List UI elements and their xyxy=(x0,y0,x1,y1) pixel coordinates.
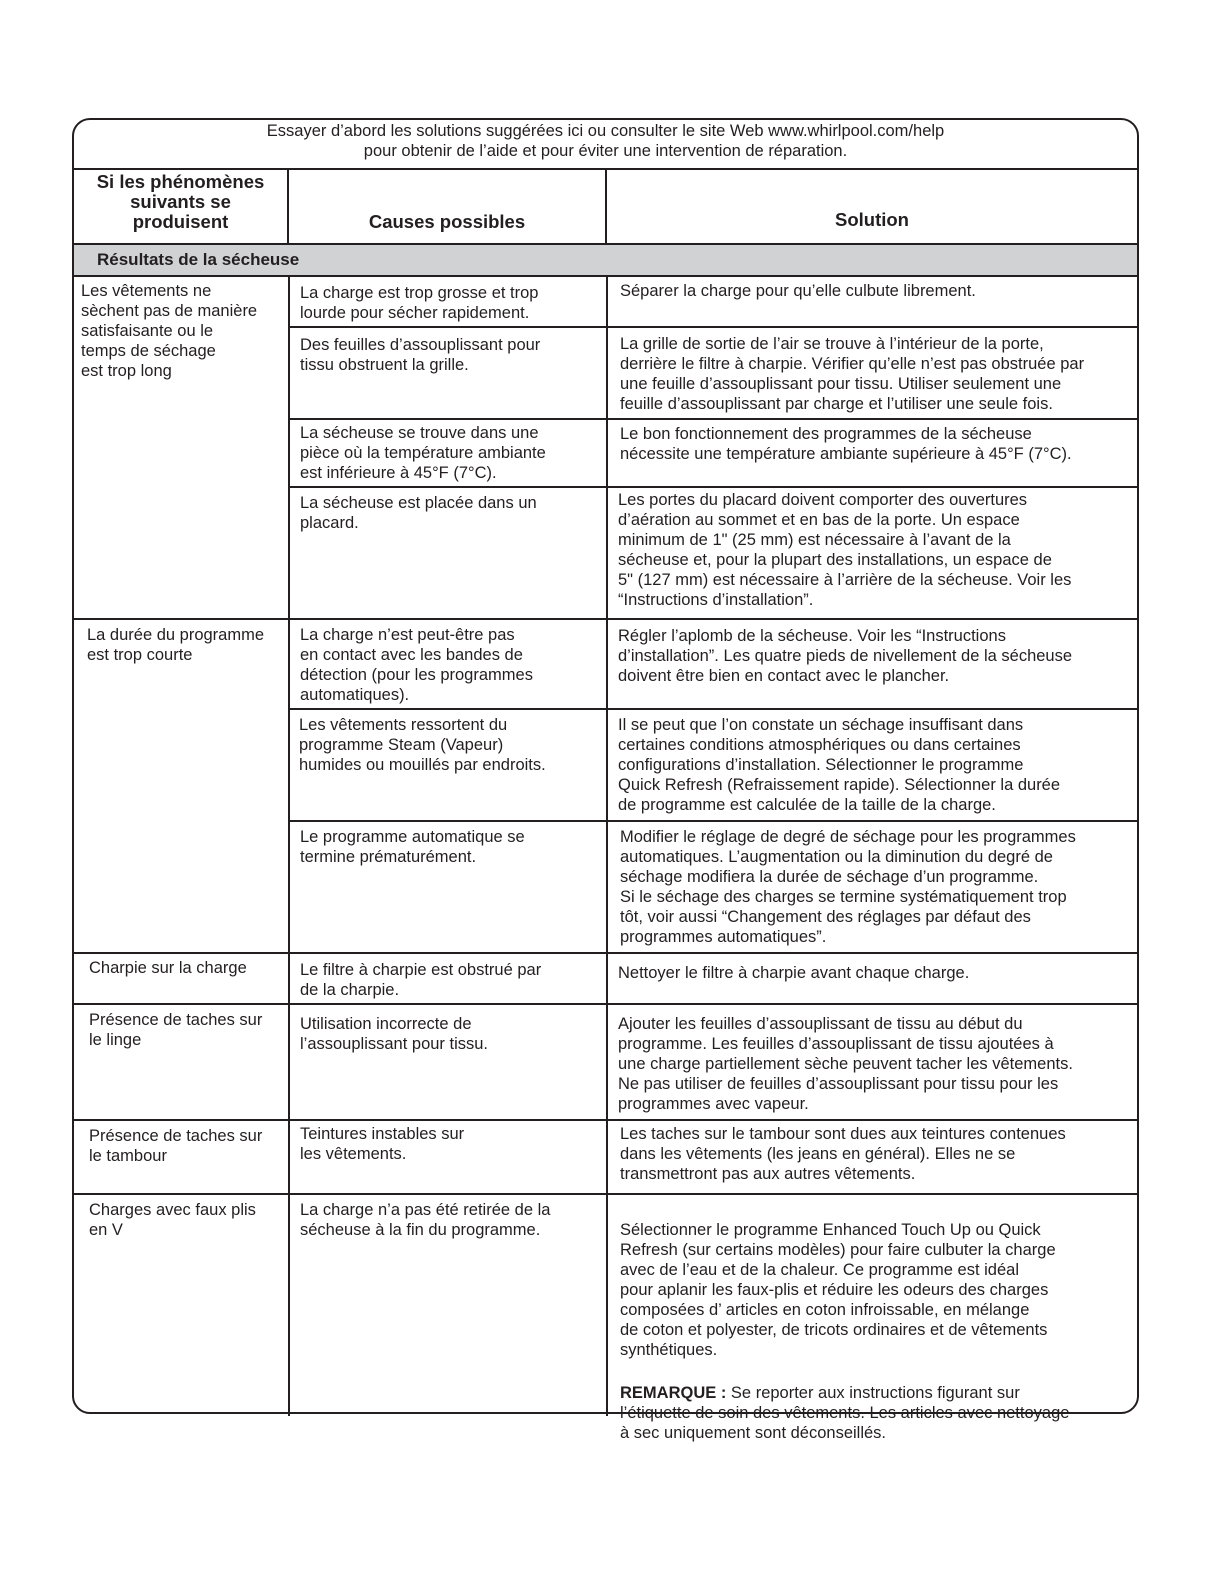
problem-cell: Présence de taches sur le tambour xyxy=(89,1127,263,1165)
solution-cell: Nettoyer le filtre à charpie avant chaque charge. xyxy=(618,964,970,982)
row-divider xyxy=(74,952,1137,954)
problem-cell: Présence de taches sur le linge xyxy=(89,1011,263,1049)
intro-line-2: pour obtenir de l’aide et pour éviter une intervention de réparation. xyxy=(363,142,848,160)
troubleshooting-table xyxy=(72,118,1139,1442)
row-divider xyxy=(288,418,1137,420)
header-problems: Si les phénomènes suivants se produisent xyxy=(74,170,289,243)
row-divider xyxy=(288,820,1137,822)
problem-cell: Charges avec faux plis en V xyxy=(89,1201,256,1239)
solution-text: Sélectionner le programme Enhanced Touch Up ou Quick Refresh (sur certains modèles) pour faire culbuter la charge avec de l’eau et de la chaleur. Ce programme est idéal pour aplanir les faux-plis et réduire les odeurs des charges composées d’ articles en coton infroissable, en mélange de coton et polyester, de tricots ordinaires et de vêtements synthétiques. xyxy=(620,1221,1056,1359)
cause-cell: Le programme automatique se termine prématurément. xyxy=(300,828,525,866)
solution-cell: Il se peut que l’on constate un séchage insuffisant dans certaines conditions atmosphériques ou dans certaines configurations d’installation. Sélectionner le programme Quick Refresh (Refraissement rapide). Sélectionner la durée de programme est calculée de la taille de la charge. xyxy=(618,716,1061,814)
cause-cell: Teintures instables sur les vêtements. xyxy=(300,1125,465,1163)
row-divider xyxy=(74,1119,1137,1121)
row-divider xyxy=(74,1003,1137,1005)
row-divider xyxy=(74,1193,1137,1195)
cause-cell: La sécheuse se trouve dans une pièce où la température ambiante est inférieure à 45°F (7°C). xyxy=(300,424,546,482)
problem-cell: Les vêtements ne sèchent pas de manière satisfaisante ou le temps de séchage est trop long xyxy=(81,282,258,380)
solution-cell: Les portes du placard doivent comporter des ouvertures d’aération au sommet et en bas de la porte. Un espace minimum de 1" (25 mm) est nécessaire à l’avant de la sécheuse et, pour la plupart des installations, un espace de 5" (127 mm) est nécessaire à l’arrière de la sécheuse. Voir les “Instructions d’installation”. xyxy=(618,491,1072,609)
solution-cell: Ajouter les feuilles d’assouplissant de tissu au début du programme. Les feuilles d’assouplissant de tissu ajoutées à une charge partiellement sèche peuvent tacher les vêtements. Ne pas utiliser de feuilles d’assouplissant pour tissu pour les programmes avec vapeur. xyxy=(618,1015,1073,1113)
note-text: Se reporter aux instructions figurant sur l’étiquette de soin des vêtements. Les articles avec nettoyage à sec uniquement sont déconseillés. xyxy=(620,1384,1070,1442)
note xyxy=(620,1383,1135,1443)
solution-cell: Les taches sur le tambour sont dues aux teintures contenues dans les vêtements (les jeans en général). Elles ne se transmettront pas aux autres vêtements. xyxy=(620,1125,1066,1183)
solution-cell: Modifier le réglage de degré de séchage pour les programmes automatiques. L’augmentation ou la diminution du degré de séchage modifiera la durée de séchage d’un programme. Si le séchage des charges se termine systématiquement trop tôt, voir aussi “Changement des réglages par défaut des programmes automatiques”. xyxy=(620,828,1076,946)
section-dryer-results: Résultats de la sécheuse xyxy=(74,243,1137,277)
row-divider xyxy=(74,618,1137,620)
column-divider xyxy=(288,277,290,1416)
intro-line-1: Essayer d’abord les solutions suggérées ici ou consulter le site Web www.whirlpool.com/help xyxy=(266,122,945,140)
solution-cell xyxy=(620,1200,1135,1463)
row-divider xyxy=(288,708,1137,710)
header-solution: Solution xyxy=(835,209,909,230)
cause-cell: La charge n’est peut-être pas en contact avec les bandes de détection (pour les programmes automatiques). xyxy=(300,626,533,704)
note-label: REMARQUE : xyxy=(620,1384,727,1402)
column-divider xyxy=(606,277,608,1416)
solution-cell: Le bon fonctionnement des programmes de la sécheuse nécessite une température ambiante supérieure à 45°F (7°C). xyxy=(620,425,1072,463)
solution-cell: Régler l’aplomb de la sécheuse. Voir les “Instructions d’installation”. Les quatre pieds de nivellement de la sécheuse doivent être bien en contact avec le plancher. xyxy=(618,627,1073,685)
cause-cell: Les vêtements ressortent du programme Steam (Vapeur) humides ou mouillés par endroits. xyxy=(299,716,546,774)
header-causes: Causes possibles xyxy=(289,170,607,243)
cause-cell: La charge est trop grosse et trop lourde pour sécher rapidement. xyxy=(300,284,539,322)
row-divider xyxy=(288,486,1137,488)
problem-cell: La durée du programme est trop courte xyxy=(87,626,265,664)
cause-cell: La charge n’a pas été retirée de la sécheuse à la fin du programme. xyxy=(300,1201,551,1239)
solution-cell: La grille de sortie de l’air se trouve à l’intérieur de la porte, derrière le filtre à charpie. Vérifier qu’elle n’est pas obstruée par une feuille d’assouplissant pour tissu. Utiliser seulement une feuille d’assouplissant par charge et l’utiliser une seule fois. xyxy=(620,335,1085,413)
cause-cell: Le filtre à charpie est obstrué par de la charpie. xyxy=(300,961,542,999)
problem-cell: Charpie sur la charge xyxy=(89,959,247,977)
cause-cell: Utilisation incorrecte de l’assouplissant pour tissu. xyxy=(300,1015,489,1053)
cause-cell: La sécheuse est placée dans un placard. xyxy=(300,494,537,532)
row-divider xyxy=(288,326,1137,328)
cause-cell: Des feuilles d’assouplissant pour tissu obstruent la grille. xyxy=(300,336,541,374)
intro-text xyxy=(74,120,1137,170)
solution-cell: Séparer la charge pour qu’elle culbute librement. xyxy=(620,282,976,300)
